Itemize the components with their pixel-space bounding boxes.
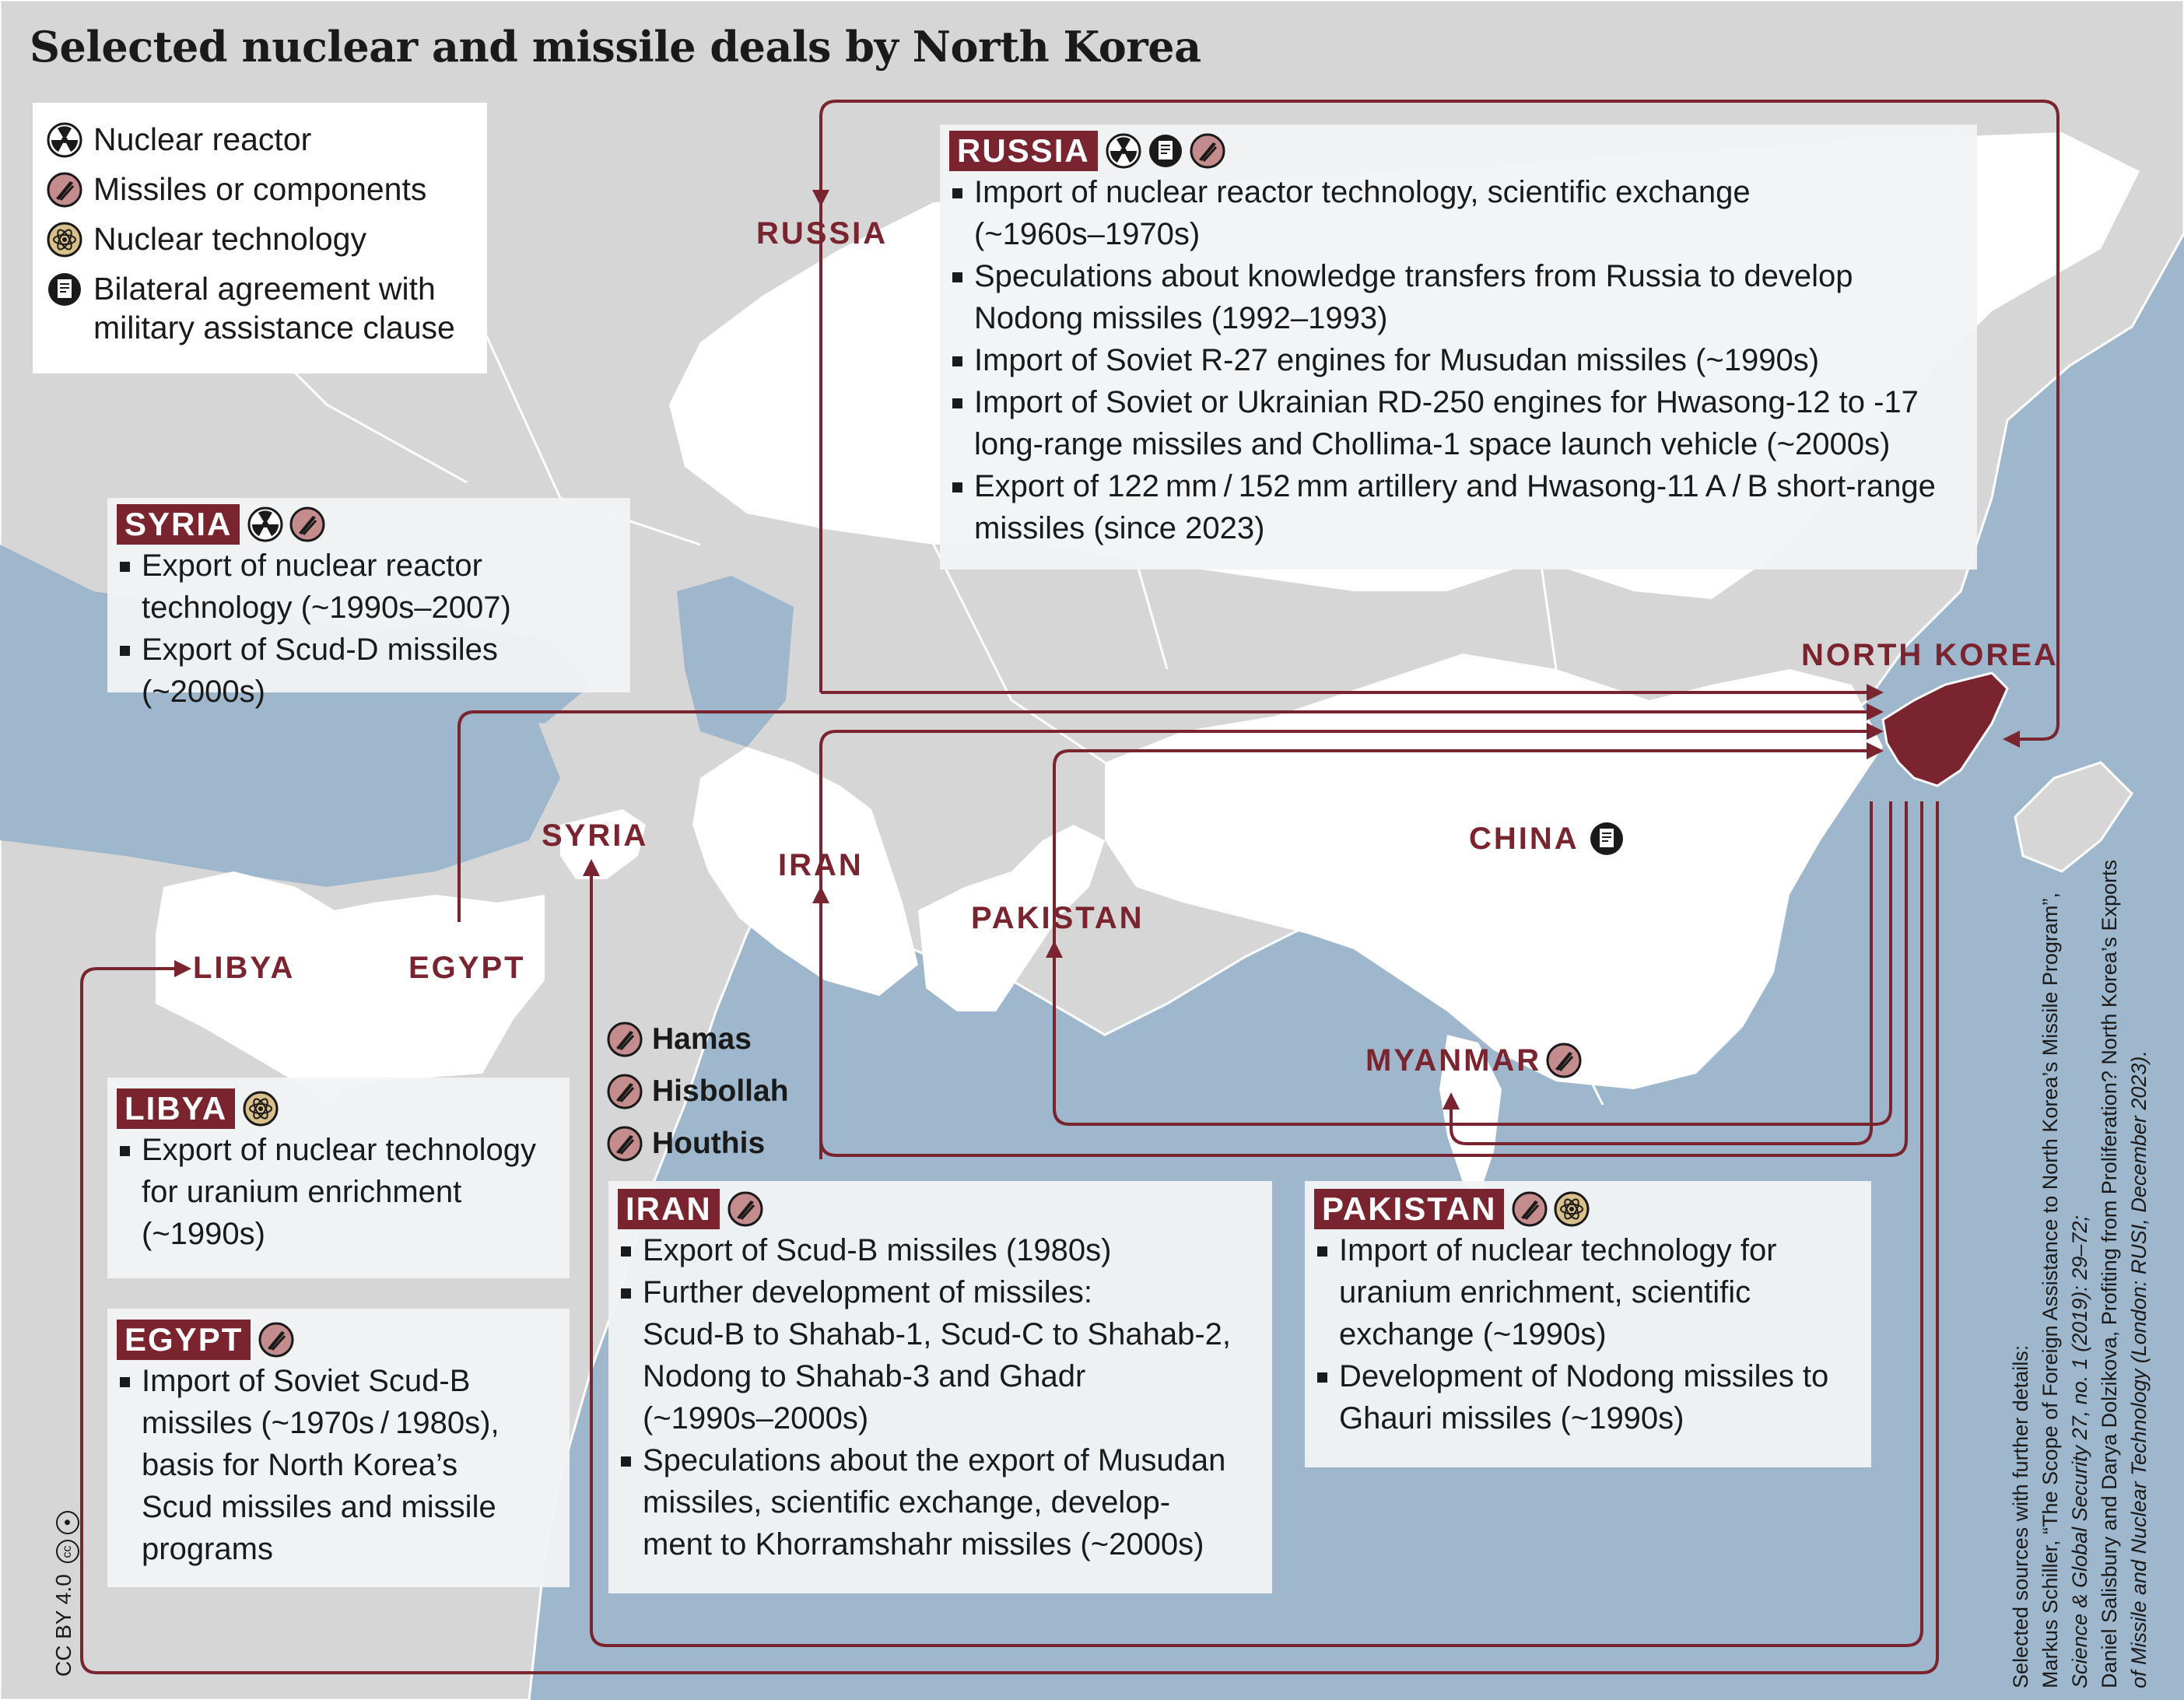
source-line: Selected sources with further details: <box>2009 1344 2032 1688</box>
label-egypt: EGYPT <box>408 951 526 985</box>
source-line: of Missile and Nuclear Technology (London: RUSI, December 2023). <box>2127 1050 2151 1688</box>
deal-list <box>117 1360 557 1570</box>
country-tag: SYRIA <box>117 504 240 545</box>
panel-header <box>117 1088 557 1129</box>
deal-list <box>1314 1229 1859 1439</box>
group-hamas: Hamas <box>607 1022 752 1057</box>
nuclear-technology-icon <box>243 1091 279 1127</box>
panel-russia <box>940 124 1977 570</box>
deal-list <box>949 171 1965 549</box>
source-line: Daniel Salisbury and Darya Dolzikova, Profiting from Proliferation? North Korea’s Exports <box>2098 860 2121 1688</box>
cc-icon: cc <box>56 1540 79 1563</box>
panel-egypt <box>107 1309 570 1587</box>
legend-item <box>47 269 473 347</box>
deal-list <box>618 1229 1260 1565</box>
panel-syria <box>107 498 630 709</box>
country-tag: RUSSIA <box>949 131 1098 171</box>
panel-iran <box>608 1181 1272 1593</box>
legend-label: Nuclear reactor <box>93 121 312 157</box>
legend <box>33 103 487 373</box>
nuclear-reactor-icon <box>247 506 283 542</box>
deal-item: Speculations about the export of Musudan missiles, scientific exchange, develop- ment to Khorramshahr missiles (~2000s) <box>618 1439 1260 1565</box>
deal-item: Import of nuclear technology for uranium enrichment, scientific exchange (~1990s) <box>1314 1229 1859 1355</box>
deal-item: Speculations about knowledge transfers from Russia to develop Nodong missiles (1992–1993) <box>949 255 1965 339</box>
deal-list <box>117 545 618 713</box>
country-tag: PAKISTAN <box>1314 1189 1504 1229</box>
label-syria: SYRIA <box>542 818 649 853</box>
deal-item: Further development of missiles: Scud-B to Shahab-1, Scud-C to Shahab-2, Nodong to Shahab-3 and Ghadr (~1990s–2000s) <box>618 1271 1260 1439</box>
panel-header <box>1314 1189 1859 1229</box>
missile-icon <box>607 1074 643 1109</box>
deal-item: Import of Soviet Scud-B missiles (~1970s / 1980s), basis for North Korea’s Scud missiles and missile programs <box>117 1360 557 1570</box>
label-libya: LIBYA <box>193 951 296 985</box>
label-pakistan: PAKISTAN <box>971 901 1145 935</box>
legend-item <box>47 170 473 209</box>
nuclear-reactor-icon <box>1106 133 1141 169</box>
deal-list <box>117 1129 557 1255</box>
country-tag: IRAN <box>618 1189 720 1229</box>
license-note: CC BY 4.0 cc ● <box>51 1511 79 1677</box>
deal-item: Export of nuclear technology for uranium enrichment (~1990s) <box>117 1129 557 1255</box>
deal-item: Export of 122 mm / 152 mm artillery and Hwasong-11 A / B short-range missiles (since 2023) <box>949 465 1965 549</box>
deal-item: Import of Soviet or Ukrainian RD-250 engines for Hwasong-12 to -17 long-range missiles and Chollima-1 space launch vehicle (~2000s) <box>949 381 1965 465</box>
label-china: CHINA <box>1469 821 1625 857</box>
nuclear-reactor-icon <box>47 122 82 158</box>
missile-icon <box>289 506 325 542</box>
nuclear-technology-icon <box>1554 1191 1590 1227</box>
deal-item: Export of Scud-B missiles (1980s) <box>618 1229 1260 1271</box>
panel-pakistan <box>1305 1181 1871 1467</box>
legend-label: Nuclear technology <box>93 221 366 257</box>
missile-icon <box>1512 1191 1548 1227</box>
deal-item: Export of Scud-D missiles (~2000s) <box>117 629 618 713</box>
deal-item: Development of Nodong missiles to Ghauri missiles (~1990s) <box>1314 1355 1859 1439</box>
missile-icon <box>1546 1043 1582 1078</box>
source-line: Science & Global Security 27, no. 1 (2019): 29–72; <box>2068 1215 2091 1688</box>
label-iran: IRAN <box>778 848 864 882</box>
country-tag: LIBYA <box>117 1088 235 1129</box>
panel-header <box>949 131 1965 171</box>
panel-header <box>117 504 618 545</box>
group-hisbollah: Hisbollah <box>607 1074 789 1109</box>
missile-icon <box>47 172 82 208</box>
label-north-korea: NORTH KOREA <box>1801 638 2059 672</box>
panel-header <box>618 1189 1260 1229</box>
source-line: Markus Schiller, “The Scope of Foreign Assistance to North Korea’s Missile Program”, <box>2039 892 2062 1688</box>
legend-label: Bilateral agreement with military assistance clause <box>93 271 455 345</box>
legend-item <box>47 120 473 159</box>
deal-item: Import of nuclear reactor technology, scientific exchange (~1960s–1970s) <box>949 171 1965 255</box>
legend-item <box>47 219 473 258</box>
country-tag: EGYPT <box>117 1320 251 1360</box>
agreement-document-icon <box>1148 133 1183 169</box>
deal-item: Import of Soviet R-27 engines for Musudan missiles (~1990s) <box>949 339 1965 381</box>
missile-icon <box>727 1191 763 1227</box>
agreement-document-icon <box>47 272 82 307</box>
agreement-document-icon <box>1589 821 1625 857</box>
missile-icon <box>258 1322 294 1358</box>
nuclear-technology-icon <box>47 222 82 258</box>
missile-icon <box>607 1126 643 1162</box>
missile-icon <box>1190 133 1225 169</box>
group-houthis: Houthis <box>607 1126 765 1162</box>
by-icon: ● <box>56 1511 79 1534</box>
legend-label: Missiles or components <box>93 171 427 207</box>
missile-icon <box>607 1022 643 1057</box>
page-title: Selected nuclear and missile deals by North Korea <box>30 22 1201 72</box>
sources-note <box>2006 731 2154 1688</box>
panel-header <box>117 1320 557 1360</box>
deal-item: Export of nuclear reactor technology (~1990s–2007) <box>117 545 618 629</box>
panel-libya <box>107 1078 570 1278</box>
label-russia: RUSSIA <box>756 216 889 251</box>
label-myanmar: MYANMAR <box>1365 1043 1582 1078</box>
